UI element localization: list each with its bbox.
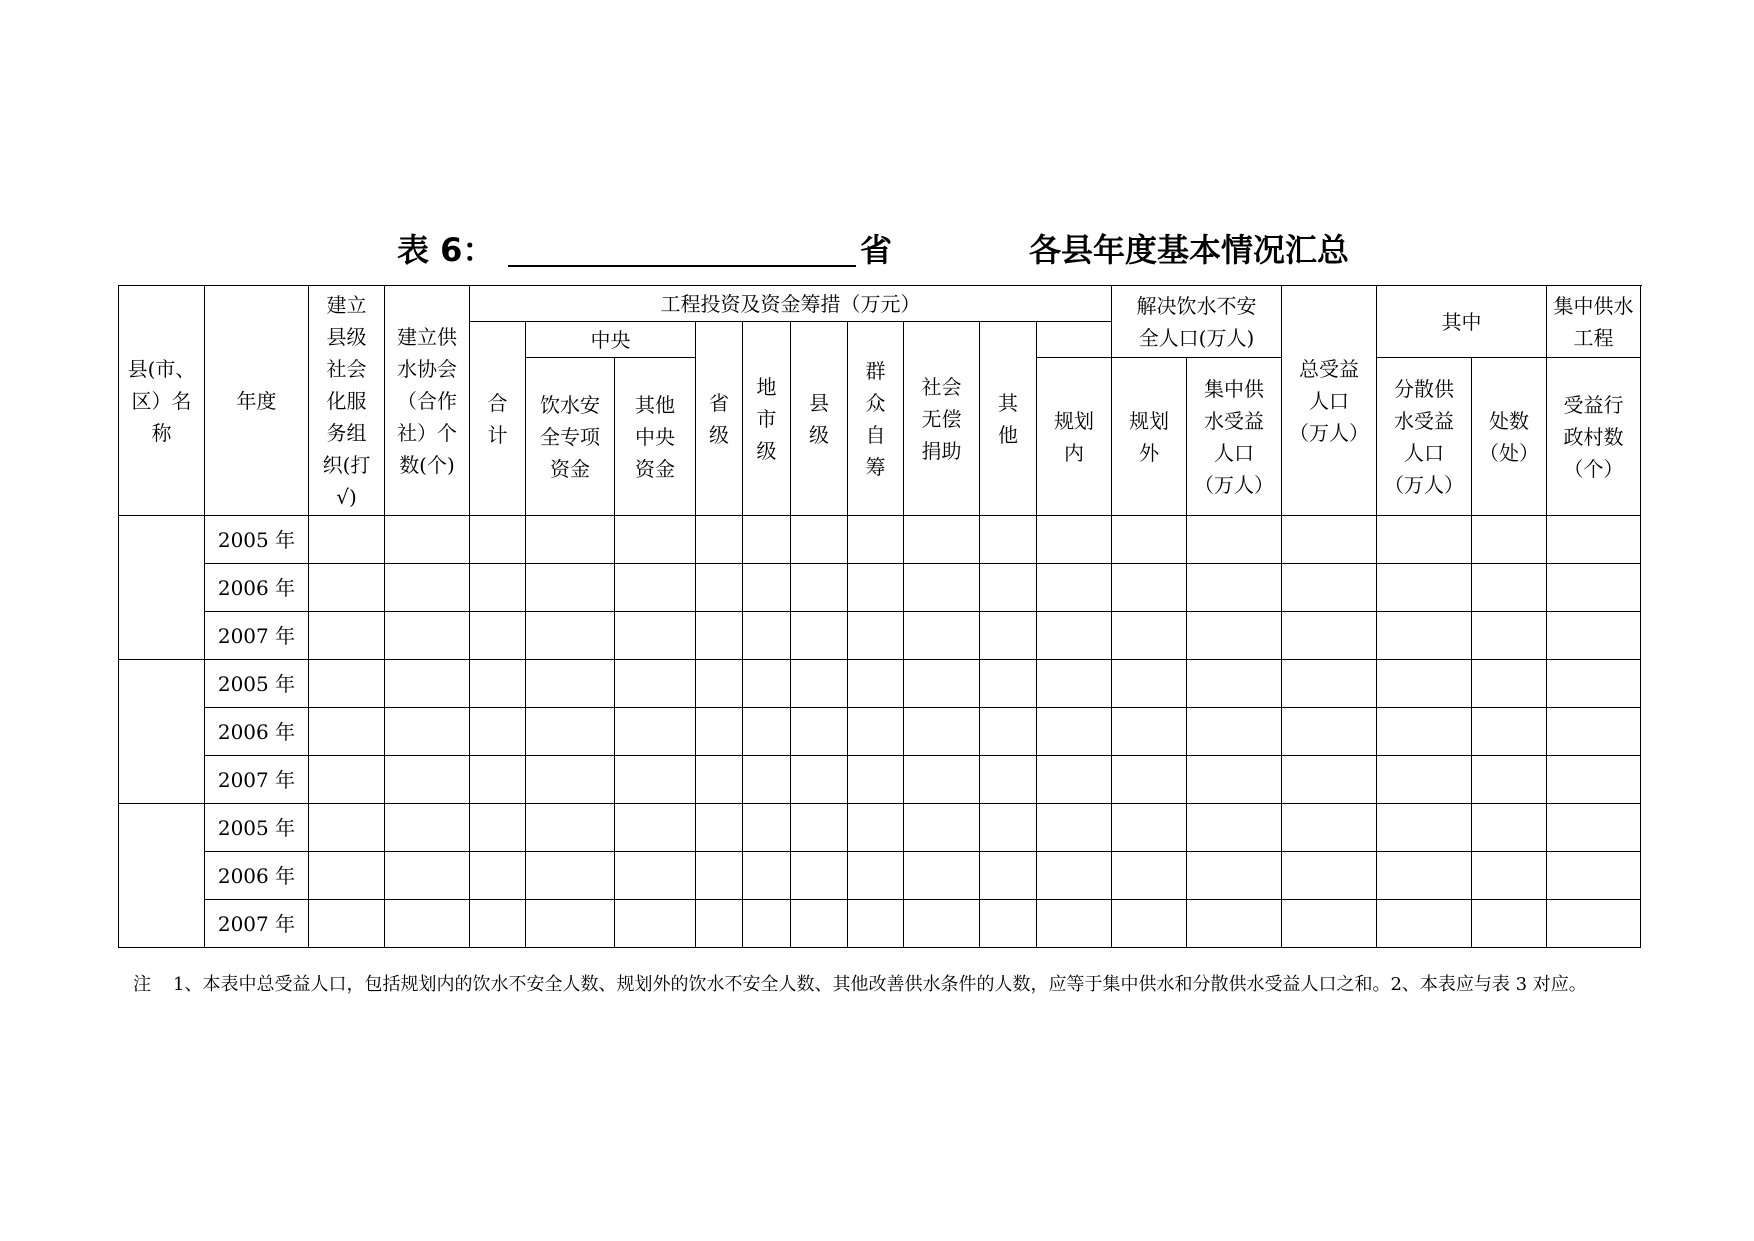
data-cell[interactable] xyxy=(470,612,526,660)
data-cell[interactable] xyxy=(696,756,743,804)
data-cell[interactable] xyxy=(904,708,980,756)
data-cell[interactable] xyxy=(1037,804,1112,852)
year-cell: 2007 年 xyxy=(205,900,309,948)
data-cell[interactable] xyxy=(1377,564,1472,612)
data-cell[interactable] xyxy=(385,612,470,660)
data-cell[interactable] xyxy=(1547,564,1641,612)
data-cell[interactable] xyxy=(526,756,615,804)
data-cell[interactable] xyxy=(1547,900,1641,948)
data-cell[interactable] xyxy=(309,804,385,852)
data-cell[interactable] xyxy=(1282,756,1377,804)
data-cell[interactable] xyxy=(385,708,470,756)
data-cell[interactable] xyxy=(1037,900,1112,948)
data-cell[interactable] xyxy=(1377,852,1472,900)
data-cell[interactable] xyxy=(1547,708,1641,756)
data-cell[interactable] xyxy=(470,660,526,708)
header-other: 其 他 xyxy=(980,322,1037,516)
data-cell[interactable] xyxy=(1112,756,1187,804)
table-row xyxy=(119,900,1641,948)
data-cell[interactable] xyxy=(526,516,615,564)
data-cell[interactable] xyxy=(1377,756,1472,804)
data-cell[interactable] xyxy=(526,612,615,660)
data-cell[interactable] xyxy=(904,900,980,948)
header-county: 县(市、 区）名 称 xyxy=(119,286,205,516)
data-cell[interactable] xyxy=(1377,612,1472,660)
title-suffix: 各县年度基本情况汇总 xyxy=(1029,231,1350,269)
data-cell[interactable] xyxy=(696,852,743,900)
county-name-cell[interactable] xyxy=(119,660,205,804)
data-cell[interactable] xyxy=(980,900,1037,948)
table-title xyxy=(0,225,1754,275)
data-cell[interactable] xyxy=(980,660,1037,708)
data-cell[interactable] xyxy=(470,708,526,756)
data-cell[interactable] xyxy=(1187,612,1282,660)
data-cell[interactable] xyxy=(526,564,615,612)
data-cell[interactable] xyxy=(1472,564,1547,612)
data-cell[interactable] xyxy=(848,612,904,660)
data-cell[interactable] xyxy=(1472,804,1547,852)
data-cell[interactable] xyxy=(848,516,904,564)
header-central-supply-benefit: 集中供 水受益 人口 （万人） xyxy=(1187,358,1282,516)
header-total: 合 计 xyxy=(470,322,526,516)
data-cell[interactable] xyxy=(1547,516,1641,564)
data-cell[interactable] xyxy=(848,804,904,852)
data-cell[interactable] xyxy=(980,516,1037,564)
table-row xyxy=(119,516,1641,564)
summary-table xyxy=(118,285,1641,948)
data-cell[interactable] xyxy=(1472,612,1547,660)
data-cell[interactable] xyxy=(1037,660,1112,708)
header-out-plan: 规划 外 xyxy=(1112,358,1187,516)
data-cell[interactable] xyxy=(1472,516,1547,564)
data-cell[interactable] xyxy=(791,708,848,756)
data-cell[interactable] xyxy=(1547,756,1641,804)
data-cell[interactable] xyxy=(470,852,526,900)
data-cell[interactable] xyxy=(615,804,696,852)
data-cell[interactable] xyxy=(526,804,615,852)
data-cell[interactable] xyxy=(696,900,743,948)
year-cell: 2007 年 xyxy=(205,756,309,804)
header-of-which: 其中 xyxy=(1377,286,1547,358)
data-cell[interactable] xyxy=(1472,708,1547,756)
data-cell[interactable] xyxy=(1377,516,1472,564)
data-cell[interactable] xyxy=(904,804,980,852)
data-cell[interactable] xyxy=(470,900,526,948)
header-province-level: 省 级 xyxy=(696,322,743,516)
data-cell[interactable] xyxy=(385,804,470,852)
data-cell[interactable] xyxy=(848,900,904,948)
data-cell[interactable] xyxy=(526,900,615,948)
data-cell[interactable] xyxy=(615,900,696,948)
data-cell[interactable] xyxy=(696,660,743,708)
data-cell[interactable] xyxy=(309,852,385,900)
data-cell[interactable] xyxy=(904,852,980,900)
data-cell[interactable] xyxy=(1037,564,1112,612)
data-cell[interactable] xyxy=(743,756,791,804)
header-unsafe-group: 解决饮水不安 全人口(万人) xyxy=(1112,286,1282,358)
title-province: 省 xyxy=(860,231,893,269)
data-cell[interactable] xyxy=(1187,900,1282,948)
data-cell[interactable] xyxy=(1037,852,1112,900)
data-cell[interactable] xyxy=(1112,804,1187,852)
data-cell[interactable] xyxy=(1037,612,1112,660)
data-cell[interactable] xyxy=(1282,660,1377,708)
data-cell[interactable] xyxy=(848,852,904,900)
data-cell[interactable] xyxy=(848,756,904,804)
data-cell[interactable] xyxy=(743,804,791,852)
data-cell[interactable] xyxy=(1377,708,1472,756)
data-cell[interactable] xyxy=(1547,804,1641,852)
data-cell[interactable] xyxy=(791,852,848,900)
data-cell[interactable] xyxy=(1187,852,1282,900)
data-cell[interactable] xyxy=(743,852,791,900)
data-cell[interactable] xyxy=(385,900,470,948)
data-cell[interactable] xyxy=(743,660,791,708)
data-cell[interactable] xyxy=(470,564,526,612)
data-cell[interactable] xyxy=(848,564,904,612)
data-cell[interactable] xyxy=(1187,516,1282,564)
data-cell[interactable] xyxy=(1547,660,1641,708)
year-cell: 2006 年 xyxy=(205,708,309,756)
year-cell: 2005 年 xyxy=(205,660,309,708)
data-cell[interactable] xyxy=(791,804,848,852)
data-cell[interactable] xyxy=(1112,660,1187,708)
data-cell[interactable] xyxy=(615,660,696,708)
data-cell[interactable] xyxy=(385,564,470,612)
data-cell[interactable] xyxy=(743,900,791,948)
data-cell[interactable] xyxy=(980,852,1037,900)
data-cell[interactable] xyxy=(743,564,791,612)
header-self-raised: 群 众 自 筹 xyxy=(848,322,904,516)
data-cell[interactable] xyxy=(791,516,848,564)
header-sites: 处数 （处） xyxy=(1472,358,1547,516)
data-cell[interactable] xyxy=(1377,804,1472,852)
data-cell[interactable] xyxy=(1187,756,1282,804)
table-row xyxy=(119,660,1641,708)
data-cell[interactable] xyxy=(1377,660,1472,708)
header-row-1 xyxy=(119,286,1641,322)
data-cell[interactable] xyxy=(1187,804,1282,852)
data-cell[interactable] xyxy=(1472,660,1547,708)
data-cell[interactable] xyxy=(743,516,791,564)
data-cell[interactable] xyxy=(1547,612,1641,660)
header-in-plan: 规划 内 xyxy=(1037,358,1112,516)
header-county-level: 县 级 xyxy=(791,322,848,516)
data-cell[interactable] xyxy=(526,852,615,900)
data-cell[interactable] xyxy=(615,708,696,756)
data-cell[interactable] xyxy=(696,708,743,756)
data-cell[interactable] xyxy=(309,900,385,948)
table-row xyxy=(119,852,1641,900)
data-cell[interactable] xyxy=(980,612,1037,660)
data-cell[interactable] xyxy=(1037,756,1112,804)
table-row xyxy=(119,564,1641,612)
data-cell[interactable] xyxy=(791,900,848,948)
header-year: 年度 xyxy=(205,286,309,516)
data-cell[interactable] xyxy=(385,660,470,708)
header-central-group: 中央 xyxy=(526,322,696,358)
footnote-mark: 注 xyxy=(133,974,151,995)
data-cell[interactable] xyxy=(1282,708,1377,756)
data-cell[interactable] xyxy=(904,756,980,804)
header-safety-fund: 饮水安 全专项 资金 xyxy=(526,358,615,516)
data-cell[interactable] xyxy=(1112,612,1187,660)
data-cell[interactable] xyxy=(1112,564,1187,612)
data-cell[interactable] xyxy=(1547,852,1641,900)
data-cell[interactable] xyxy=(526,708,615,756)
data-cell[interactable] xyxy=(791,612,848,660)
header-other-central: 其他 中央 资金 xyxy=(615,358,696,516)
header-service-org: 建立 县级 社会 化服 务组 织(打 √) xyxy=(309,286,385,516)
data-cell[interactable] xyxy=(1282,564,1377,612)
data-cell[interactable] xyxy=(1037,516,1112,564)
data-cell[interactable] xyxy=(1472,756,1547,804)
data-cell[interactable] xyxy=(696,564,743,612)
data-cell[interactable] xyxy=(1187,708,1282,756)
data-cell[interactable] xyxy=(791,660,848,708)
data-cell[interactable] xyxy=(904,516,980,564)
header-total-benefit: 总受益 人口 （万人） xyxy=(1282,286,1377,516)
data-cell[interactable] xyxy=(615,516,696,564)
county-name-cell[interactable] xyxy=(119,804,205,948)
data-cell[interactable] xyxy=(385,756,470,804)
footnote xyxy=(133,970,1587,996)
data-cell[interactable] xyxy=(470,804,526,852)
footnote-text: 1、本表中总受益人口，包括规划内的饮水不安全人数、规划外的饮水不安全人数、其他改善供水条件的人数，应等于集中供水和分散供水受益人口之和。2、本表应与表 3 对应。 xyxy=(173,974,1587,995)
data-cell[interactable] xyxy=(743,708,791,756)
data-cell[interactable] xyxy=(1472,900,1547,948)
data-cell[interactable] xyxy=(980,564,1037,612)
data-cell[interactable] xyxy=(1282,516,1377,564)
data-cell[interactable] xyxy=(791,756,848,804)
data-cell[interactable] xyxy=(696,516,743,564)
table-row xyxy=(119,612,1641,660)
table-row xyxy=(119,708,1641,756)
year-cell: 2006 年 xyxy=(205,852,309,900)
data-cell[interactable] xyxy=(470,516,526,564)
header-investment-group: 工程投资及资金筹措（万元） xyxy=(470,286,1112,322)
header-central-project: 集中供水工程 xyxy=(1547,286,1641,358)
data-cell[interactable] xyxy=(309,708,385,756)
data-cell[interactable] xyxy=(385,852,470,900)
data-cell[interactable] xyxy=(615,612,696,660)
data-cell[interactable] xyxy=(1187,660,1282,708)
data-cell[interactable] xyxy=(1282,612,1377,660)
data-cell[interactable] xyxy=(1112,708,1187,756)
data-cell[interactable] xyxy=(1187,564,1282,612)
data-cell[interactable] xyxy=(309,660,385,708)
data-cell[interactable] xyxy=(385,516,470,564)
table-row xyxy=(119,756,1641,804)
data-cell[interactable] xyxy=(1472,852,1547,900)
header-villages: 受益行 政村数 （个） xyxy=(1547,358,1641,516)
data-cell[interactable] xyxy=(1282,900,1377,948)
data-cell[interactable] xyxy=(696,804,743,852)
data-cell[interactable] xyxy=(1282,804,1377,852)
data-cell[interactable] xyxy=(904,612,980,660)
data-cell[interactable] xyxy=(848,708,904,756)
data-cell[interactable] xyxy=(615,852,696,900)
county-name-cell[interactable] xyxy=(119,516,205,660)
data-cell[interactable] xyxy=(1037,708,1112,756)
header-association: 建立供 水协会 （合作 社）个 数(个) xyxy=(385,286,470,516)
data-cell[interactable] xyxy=(848,660,904,708)
data-cell[interactable] xyxy=(526,660,615,708)
data-cell[interactable] xyxy=(309,756,385,804)
table-row xyxy=(119,804,1641,852)
header-city-level: 地 市 级 xyxy=(743,322,791,516)
data-cell[interactable] xyxy=(1282,852,1377,900)
data-cell[interactable] xyxy=(1112,516,1187,564)
data-cell[interactable] xyxy=(696,612,743,660)
data-cell[interactable] xyxy=(980,708,1037,756)
data-cell[interactable] xyxy=(615,564,696,612)
data-cell[interactable] xyxy=(1112,900,1187,948)
data-cell[interactable] xyxy=(1377,900,1472,948)
year-cell: 2005 年 xyxy=(205,804,309,852)
province-blank-line xyxy=(508,225,856,267)
data-cell[interactable] xyxy=(904,564,980,612)
year-cell: 2007 年 xyxy=(205,612,309,660)
data-cell[interactable] xyxy=(309,516,385,564)
year-cell: 2005 年 xyxy=(205,516,309,564)
data-cell[interactable] xyxy=(980,756,1037,804)
data-cell[interactable] xyxy=(470,756,526,804)
data-cell[interactable] xyxy=(743,612,791,660)
data-cell[interactable] xyxy=(904,660,980,708)
header-donation: 社会 无偿 捐助 xyxy=(904,322,980,516)
data-cell[interactable] xyxy=(980,804,1037,852)
year-cell: 2006 年 xyxy=(205,564,309,612)
title-prefix: 表 6： xyxy=(397,231,495,269)
data-cell[interactable] xyxy=(791,564,848,612)
data-cell[interactable] xyxy=(1112,852,1187,900)
header-dispersed-supply-benefit: 分散供 水受益 人口 （万人） xyxy=(1377,358,1472,516)
data-cell[interactable] xyxy=(309,612,385,660)
data-cell[interactable] xyxy=(309,564,385,612)
data-cell[interactable] xyxy=(615,756,696,804)
